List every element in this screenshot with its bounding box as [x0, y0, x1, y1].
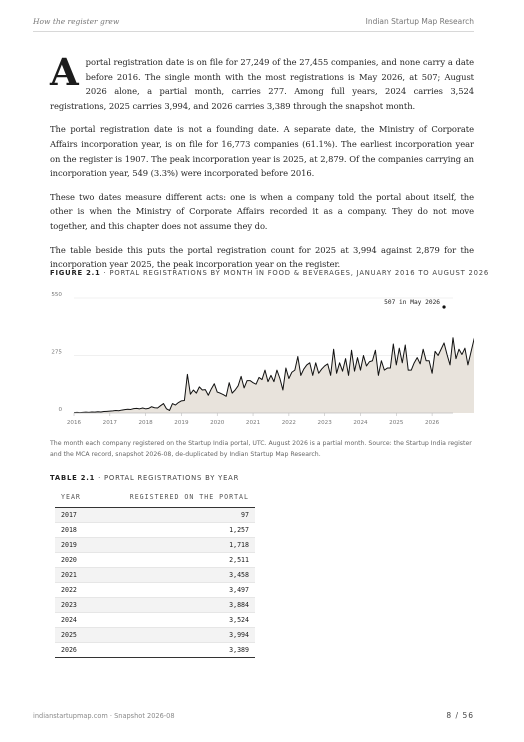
year-cell: 2020	[55, 553, 94, 568]
count-cell: 97	[94, 508, 255, 523]
figure-title-separator: ·	[100, 269, 110, 277]
table-row	[55, 523, 255, 538]
year-cell: 2025	[55, 628, 94, 643]
figure-title-text: PORTAL REGISTRATIONS BY MONTH IN FOOD & BEVERAGES, JANUARY 2016 TO AUGUST 2026	[109, 269, 490, 277]
y-tick-label: 275	[51, 349, 62, 356]
table-row	[55, 613, 255, 628]
count-cell: 1,257	[94, 523, 255, 538]
count-cell: 3,497	[94, 583, 255, 598]
chart-area-layer	[74, 307, 474, 413]
x-tick-label: 2026	[424, 420, 440, 426]
paragraph-3: These two dates measure different acts: one is when a company told the portal about itself, the other is when the Ministry of Corporate Affairs recorded it as a company. They do not move together, and this chapter does not assume they do.	[50, 191, 474, 231]
x-tick-label: 2017	[102, 420, 117, 426]
count-cell: 3,884	[94, 598, 255, 613]
count-cell: 2,511	[94, 553, 255, 568]
x-tick-label: 2023	[317, 420, 332, 426]
chart-axes	[74, 413, 453, 416]
registrations-area-chart	[50, 287, 474, 432]
peak-point-marker	[442, 305, 445, 308]
table-title-text: PORTAL REGISTRATIONS BY YEAR	[104, 474, 240, 482]
registrations-by-year-table	[55, 489, 255, 658]
peak-annotation-label: 507 in May 2026	[384, 298, 441, 306]
drop-cap: A	[50, 50, 79, 94]
table-row	[55, 553, 255, 568]
footer-page-number: 8 / 56	[446, 711, 474, 720]
year-cell: 2023	[55, 598, 94, 613]
table-label: TABLE 2.1	[50, 474, 96, 482]
x-tick-label: 2021	[245, 420, 261, 426]
paragraph-4: The table beside this puts the portal registration count for 2025 at 3,994 against 2,879 for the incorporation year 2025, the peak incorporation year on the register.	[50, 244, 474, 270]
year-cell: 2021	[55, 568, 94, 583]
year-cell: 2024	[55, 613, 94, 628]
chart-points	[442, 305, 474, 357]
year-cell: 2026	[55, 643, 94, 658]
paragraph-2: The portal registration date is not a founding date. A separate date, the Ministry of Corporate Affairs incorporation year, is on file for 16,773 companies (61.1%). The earliest incorporation year on the register is 1907. The peak incorporation year is 2025, at 2,879. Of the companies carrying an incorporation year, 549 (3.3%) were incorporated before 2016.	[50, 124, 474, 179]
count-cell: 3,994	[94, 628, 255, 643]
year-cell: 2019	[55, 538, 94, 553]
running-header-section-title: How the register grew	[33, 17, 120, 26]
header-divider	[33, 31, 474, 32]
x-tick-label: 2019	[174, 420, 189, 426]
year-cell: 2017	[55, 508, 94, 523]
year-cell: 2022	[55, 583, 94, 598]
body-text	[50, 50, 474, 281]
x-tick-label: 2016	[66, 420, 82, 426]
x-tick-label: 2022	[281, 420, 296, 426]
paragraph-1	[50, 50, 474, 113]
chart-gridlines	[74, 298, 453, 356]
table-row	[55, 643, 255, 658]
series-area-fill	[74, 307, 474, 413]
table-title	[50, 474, 239, 482]
table-title-separator: ·	[95, 474, 105, 482]
column-header-year: YEAR	[55, 489, 94, 508]
x-tick-label: 2025	[389, 420, 404, 426]
x-tick-label: 2018	[138, 420, 153, 426]
count-cell: 3,389	[94, 643, 255, 658]
x-tick-label: 2024	[353, 420, 368, 426]
y-tick-label: 550	[51, 292, 62, 298]
table-row	[55, 508, 255, 523]
figure-caption: The month each company registered on the Startup India portal, UTC. August 2026 is a partial month. Source: the Startup India register and the MCA record, snapshot 2026-08, de-duplicated by Indian Startup Map Research.	[50, 440, 472, 458]
year-cell: 2018	[55, 523, 94, 538]
count-cell: 3,524	[94, 613, 255, 628]
table-row	[55, 598, 255, 613]
count-cell: 3,458	[94, 568, 255, 583]
table-header-row	[55, 489, 255, 508]
paragraph-1-text: portal registration date is on file for 27,249 of the 27,455 companies, and none carry a date before 2016. The single month with the most registrations is May 2026, at 507; August 2026 alone, a partial month, carries 277. Among full years, 2024 carries 3,524 registrations, 2025 carries 3,994, and 2026 carries 3,389 through the snapshot month.	[50, 57, 474, 111]
figure-title	[50, 269, 489, 277]
x-tick-label: 2020	[210, 420, 225, 426]
column-header-registered: REGISTERED ON THE PORTAL	[94, 489, 255, 508]
table-row	[55, 538, 255, 553]
count-cell: 1,718	[94, 538, 255, 553]
footer-site: indianstartupmap.com · Snapshot 2026-08	[33, 712, 175, 720]
table-row	[55, 568, 255, 583]
y-tick-label: 0	[58, 407, 62, 413]
figure-label: FIGURE 2.1	[50, 269, 101, 277]
running-header-publication: Indian Startup Map Research	[365, 17, 474, 26]
table-row	[55, 583, 255, 598]
table-row	[55, 628, 255, 643]
